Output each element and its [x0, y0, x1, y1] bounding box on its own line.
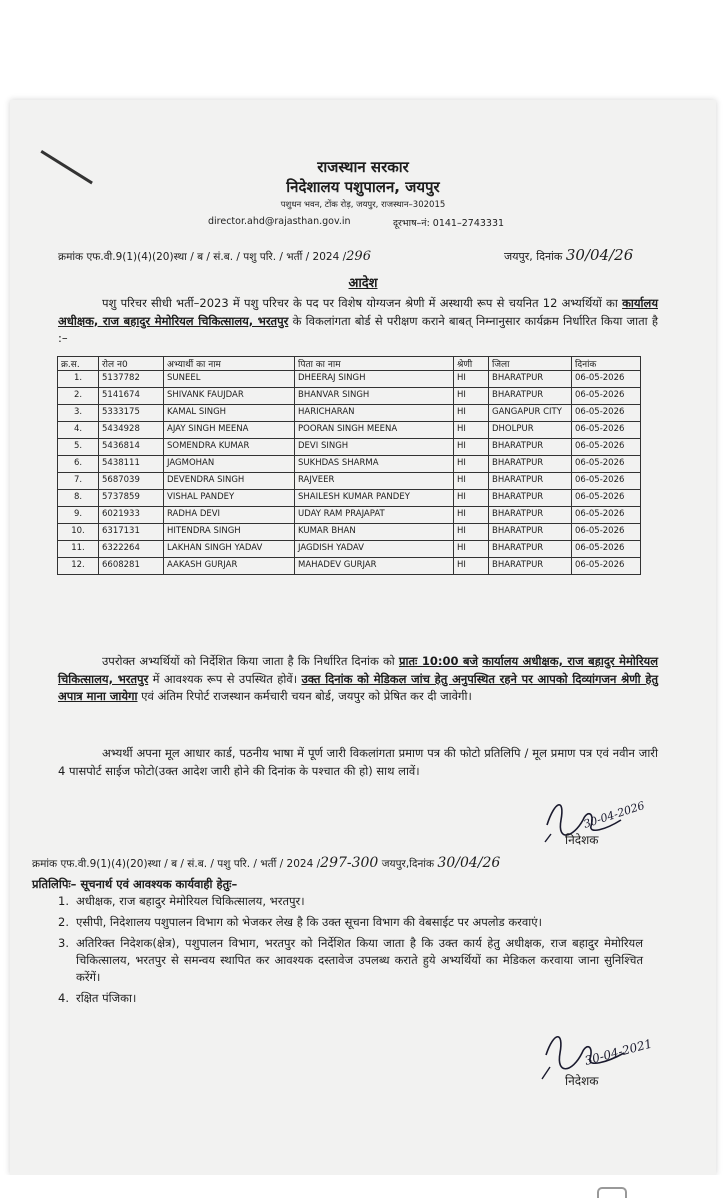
- col-district: जिला: [489, 357, 572, 371]
- table-cell-name: AAKASH GURJAR: [164, 558, 295, 575]
- table-cell-sn: 12.: [58, 558, 99, 575]
- table-cell-sn: 1.: [58, 371, 99, 388]
- designation-2: निदेशक: [565, 1074, 599, 1088]
- table-cell-sn: 7.: [58, 473, 99, 490]
- intro-paragraph: पशु परिचर सीधी भर्ती–2023 में पशु परिचर के पद पर विशेष योग्यजन श्रेणी में अस्थायी रूप से चयनित 12 अभ्यर्थियों का कार्यालय अधीक्षक, राज बहादुर मेमोरियल चिकित्सालय, भरतपुर के विकलांगता बोर्ड से परीक्षण कराने बाबत् निम्नानुसार कार्यक्रम निर्धारित किया जाता है :–: [58, 296, 658, 345]
- documents-paragraph: अभ्यर्थी अपना मूल आधार कार्ड, पठनीय भाषा में पूर्ण जारी विकलांगता प्रमाण पत्र की फोटो प्रतिलिपि / मूल प्रमाण पत्र एवं नवीन जारी 4 पासपोर्ट साईज फोटो(उक्त आदेश जारी होने की दिनांक के पश्चात की हो) साथ लावें।: [58, 746, 658, 778]
- table-cell-father: DEVI SINGH: [295, 439, 454, 456]
- col-roll: रोल न0: [99, 357, 164, 371]
- table-row: [58, 541, 641, 558]
- table-row: [58, 439, 641, 456]
- list-item: 2. एसीपी, निदेशालय पशुपालन विभाग को भेजकर लेख है कि उक्त सूचना विभाग की वेबसाईट पर अपलोड करवाएं।: [58, 915, 542, 929]
- table-cell-father: JAGDISH YADAV: [295, 541, 454, 558]
- table-cell-father: BHANVAR SINGH: [295, 388, 454, 405]
- table-cell-name: SHIVANK FAUJDAR: [164, 388, 295, 405]
- table-cell-date: 06-05-2026: [572, 456, 641, 473]
- table-cell-district: BHARATPUR: [489, 388, 572, 405]
- table-cell-father: MAHADEV GURJAR: [295, 558, 454, 575]
- reference-number-2: क्रमांक एफ.वी.9(1)(4)(20)स्था / ब / सं.ब. / पशु परि. / भर्ती / 2024 /297-300 जयपुर,दिनांक 30/04/26: [32, 855, 501, 871]
- email: director.ahd@rajasthan.gov.in: [208, 216, 351, 227]
- top-margin: [0, 0, 726, 100]
- table-cell-district: BHARATPUR: [489, 507, 572, 524]
- table-cell-district: DHOLPUR: [489, 422, 572, 439]
- table-cell-name: SOMENDRA KUMAR: [164, 439, 295, 456]
- table-cell-cat: HI: [454, 456, 489, 473]
- table-cell-name: AJAY SINGH MEENA: [164, 422, 295, 439]
- document-page: [10, 100, 716, 1175]
- table-cell-roll: 5687039: [99, 473, 164, 490]
- table-cell-name: LAKHAN SINGH YADAV: [164, 541, 295, 558]
- table-cell-roll: 6608281: [99, 558, 164, 575]
- table-cell-sn: 9.: [58, 507, 99, 524]
- table-row: [58, 388, 641, 405]
- table-cell-father: SUKHDAS SHARMA: [295, 456, 454, 473]
- table-cell-date: 06-05-2026: [572, 541, 641, 558]
- table-cell-cat: HI: [454, 371, 489, 388]
- table-cell-name: RADHA DEVI: [164, 507, 295, 524]
- intro-highlight: कार्यालय अधीक्षक, राज बहादुर मेमोरियल चिकित्सालय, भरतपुर: [58, 296, 658, 328]
- signature-2-date: 30-04-2021: [583, 1036, 654, 1068]
- table-cell-date: 06-05-2026: [572, 524, 641, 541]
- reporting-time: प्रातः 10:00 बजे: [398, 654, 479, 668]
- address: पशुधन भवन, टोंक रोड़, जयपुर, राजस्थान–302015: [280, 200, 446, 210]
- col-name: अभ्यार्थी का नाम: [164, 357, 295, 371]
- table-row: [58, 473, 641, 490]
- table-cell-cat: HI: [454, 507, 489, 524]
- table-cell-father: SHAILESH KUMAR PANDEY: [295, 490, 454, 507]
- table-cell-district: BHARATPUR: [489, 473, 572, 490]
- table-cell-district: BHARATPUR: [489, 490, 572, 507]
- table-cell-sn: 8.: [58, 490, 99, 507]
- govt-name: राजस्थान सरकार: [317, 158, 409, 176]
- table-cell-father: DHEERAJ SINGH: [295, 371, 454, 388]
- table-row: [58, 558, 641, 575]
- home-indicator-icon[interactable]: [597, 1187, 627, 1198]
- reference-number: क्रमांक एफ.वी.9(1)(4)(20)स्था / ब / सं.ब. / पशु परि. / भर्ती / 2024 /296: [58, 249, 371, 264]
- table-cell-roll: 6021933: [99, 507, 164, 524]
- signature-2: [520, 1025, 690, 1085]
- table-row: [58, 524, 641, 541]
- table-cell-sn: 11.: [58, 541, 99, 558]
- list-item: 3. अतिरिक्त निदेशक(क्षेत्र), पशुपालन विभाग, भरतपुर को निर्देशित किया जाता है कि उक्त कार्य हेतु अधीक्षक, राज बहादुर मेमोरियल चिकित्सालय, भरतपुर से समन्वय स्थापित कर आवश्यक दस्तावेज उपलब्ध कराते हुये अभ्यर्थियों का मेडिकल करवाया जाना सुनिश्चित करेंगें।: [58, 936, 643, 984]
- table-header-row: [58, 357, 641, 371]
- table-cell-sn: 4.: [58, 422, 99, 439]
- contact-line: [208, 216, 505, 229]
- table-cell-sn: 10.: [58, 524, 99, 541]
- absence-warning: उक्त दिनांक को मेडिकल जांच हेतु अनुपस्थित रहने पर आपको दिव्यांगजन श्रेणी हेतु अपात्र माना जायेगा: [58, 671, 658, 703]
- table-cell-sn: 2.: [58, 388, 99, 405]
- table-cell-district: BHARATPUR: [489, 524, 572, 541]
- table-cell-roll: 5436814: [99, 439, 164, 456]
- table-cell-father: HARICHARAN: [295, 405, 454, 422]
- table-cell-roll: 5137782: [99, 371, 164, 388]
- handwritten-number: 296: [346, 249, 371, 264]
- table-cell-cat: HI: [454, 490, 489, 507]
- col-father: पिता का नाम: [295, 357, 454, 371]
- table-cell-cat: HI: [454, 524, 489, 541]
- table-cell-date: 06-05-2026: [572, 439, 641, 456]
- table-row: [58, 371, 641, 388]
- table-cell-date: 06-05-2026: [572, 405, 641, 422]
- handwritten-date-2: 30/04/26: [437, 855, 501, 871]
- table-cell-cat: HI: [454, 558, 489, 575]
- table-cell-cat: HI: [454, 439, 489, 456]
- instruction-paragraph: उपरोक्त अभ्यर्थियों को निर्देशित किया जाता है कि निर्धारित दिनांक को प्रातः 10:00 बजे कार्यालय अधीक्षक, राज बहादुर मेमोरियल चिकित्सालय, भरतपुर में आवश्यक रूप से उपस्थित होवें। उक्त दिनांक को मेडिकल जांच हेतु अनुपस्थित रहने पर आपको दिव्यांगजन श्रेणी हेतु अपात्र माना जायेगा एवं अंतिम रिपोर्ट राजस्थान कर्मचारी चयन बोर्ड, जयपुर को प्रेषित कर दी जावेगी।: [58, 654, 659, 703]
- designation: निदेशक: [565, 833, 599, 847]
- handwritten-date: 30/04/26: [565, 246, 634, 264]
- table-cell-district: BHARATPUR: [489, 456, 572, 473]
- table-cell-district: BHARATPUR: [489, 371, 572, 388]
- department-name: निदेशालय पशुपालन, जयपुर: [286, 178, 440, 196]
- handwritten-number-2: 297-300: [320, 855, 379, 871]
- table-cell-sn: 5.: [58, 439, 99, 456]
- table-cell-roll: 6322264: [99, 541, 164, 558]
- table-cell-date: 06-05-2026: [572, 507, 641, 524]
- table-row: [58, 405, 641, 422]
- table-cell-name: SUNEEL: [164, 371, 295, 388]
- table-cell-father: UDAY RAM PRAJAPAT: [295, 507, 454, 524]
- table-cell-date: 06-05-2026: [572, 490, 641, 507]
- col-date: दिनांक: [572, 357, 641, 371]
- table-cell-roll: 5434928: [99, 422, 164, 439]
- table-cell-name: KAMAL SINGH: [164, 405, 295, 422]
- table-cell-date: 06-05-2026: [572, 388, 641, 405]
- table-cell-district: GANGAPUR CITY: [489, 405, 572, 422]
- table-row: [58, 507, 641, 524]
- list-item: 1. अधीक्षक, राज बहादुर मेमोरियल चिकित्सालय, भरतपुर।: [58, 894, 305, 908]
- col-category: श्रेणी: [454, 357, 489, 371]
- table-cell-date: 06-05-2026: [572, 473, 641, 490]
- order-title: आदेश: [348, 276, 378, 291]
- table-cell-district: BHARATPUR: [489, 439, 572, 456]
- phone: दूरभाष–नं: 0141–2743331: [393, 218, 505, 229]
- copy-to-list: [58, 893, 643, 1011]
- table-cell-name: DEVENDRA SINGH: [164, 473, 295, 490]
- col-serial: क्र.स.: [58, 357, 99, 371]
- copy-to-title: प्रतिलिपिः– सूचनार्थ एवं आवश्यक कार्यवाही हेतुः–: [32, 877, 238, 891]
- table-cell-date: 06-05-2026: [572, 422, 641, 439]
- table-cell-name: HITENDRA SINGH: [164, 524, 295, 541]
- table-cell-roll: 5333175: [99, 405, 164, 422]
- table-cell-cat: HI: [454, 473, 489, 490]
- table-row: [58, 422, 641, 439]
- table-cell-cat: HI: [454, 405, 489, 422]
- signature-date: 30-04-2026: [581, 798, 647, 831]
- table-cell-father: POORAN SINGH MEENA: [295, 422, 454, 439]
- table-cell-cat: HI: [454, 388, 489, 405]
- table-cell-name: JAGMOHAN: [164, 456, 295, 473]
- table-cell-district: BHARATPUR: [489, 541, 572, 558]
- table-row: [58, 456, 641, 473]
- table-cell-father: RAJVEER: [295, 473, 454, 490]
- candidates-table: [57, 356, 641, 575]
- reporting-place: कार्यालय अधीक्षक, राज बहादुर मेमोरियल चिकित्सालय, भरतपुर: [58, 654, 659, 686]
- table-cell-district: BHARATPUR: [489, 558, 572, 575]
- table-cell-cat: HI: [454, 541, 489, 558]
- table-cell-roll: 5438111: [99, 456, 164, 473]
- table-cell-roll: 6317131: [99, 524, 164, 541]
- list-item: 4. रक्षित पंजिका।: [58, 991, 137, 1005]
- table-cell-date: 06-05-2026: [572, 371, 641, 388]
- table-row: [58, 490, 641, 507]
- table-cell-sn: 3.: [58, 405, 99, 422]
- table-cell-date: 06-05-2026: [572, 558, 641, 575]
- table-cell-cat: HI: [454, 422, 489, 439]
- table-cell-roll: 5737859: [99, 490, 164, 507]
- table-cell-roll: 5141674: [99, 388, 164, 405]
- table-cell-name: VISHAL PANDEY: [164, 490, 295, 507]
- table-cell-sn: 6.: [58, 456, 99, 473]
- table-cell-father: KUMAR BHAN: [295, 524, 454, 541]
- order-date: जयपुर, दिनांक 30/04/26: [504, 246, 634, 264]
